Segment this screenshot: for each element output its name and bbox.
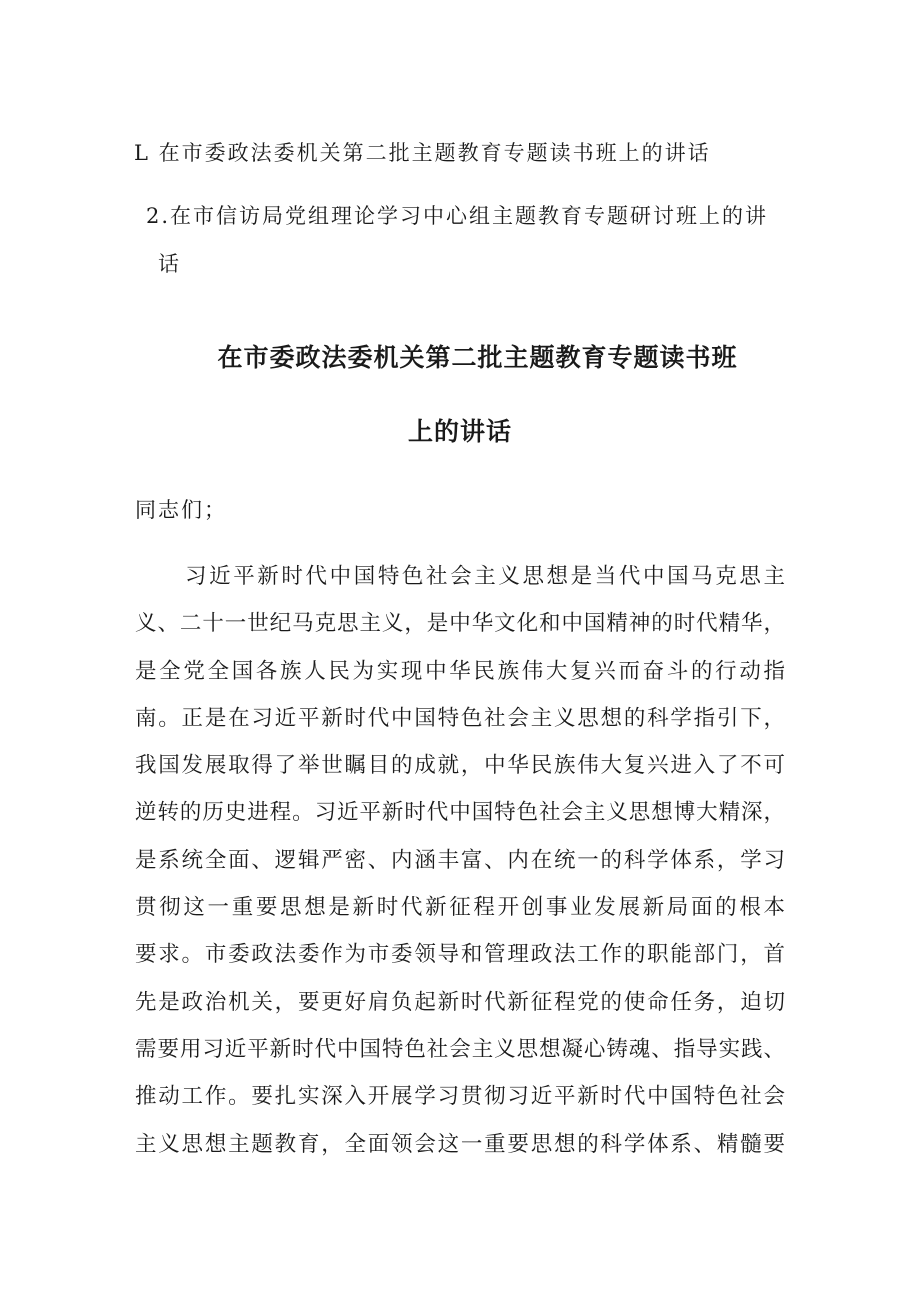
body-line: 习近平新时代中国特色社会主义思想是当代中国马克思主 [185,564,785,589]
body-line: 南。正是在习近平新时代中国特色社会主义思想的科学指引下， [135,705,785,731]
body-line: 逆转的历史进程。习近平新时代中国特色社会主义思想博大精深， [135,800,785,826]
body-line: 义、二十一世纪马克思主义，是中华文化和中国精神的时代精华， [135,611,785,637]
body-line: 需要用习近平新时代中国特色社会主义思想凝心铸魂、指导实践、 [135,1036,785,1062]
body-line: 是全党全国各族人民为实现中华民族伟大复兴而奋斗的行动指 [135,658,785,684]
body-line: 我国发展取得了举世瞩目的成就，中华民族伟大复兴进入了不可 [135,753,785,779]
body-line: 推动工作。要扎实深入开展学习贯彻习近平新时代中国特色社会 [135,1084,785,1110]
toc-item-2-continuation[interactable]: 话 [158,252,181,276]
salutation: 同志们； [135,498,227,522]
toc-item-2[interactable]: 2.在市信访局党组理论学习中心组主题教育专题研讨班上的讲 [146,204,769,228]
body-line: 是系统全面、逻辑严密、内涵丰富、内在统一的科学体系，学习 [135,847,785,873]
document-title-line-1: 在市委政法委机关第二批主题教育专题读书班 [217,343,738,372]
body-paragraph [135,553,785,1168]
toc-item-1[interactable]: L 在市委政法委机关第二批主题教育专题读书班上的讲话 [134,141,711,165]
body-line: 要求。市委政法委作为市委领导和管理政法工作的职能部门，首 [135,942,785,968]
body-line: 贯彻这一重要思想是新时代新征程开创事业发展新局面的根本 [135,895,785,921]
body-line: 主义思想主题教育，全面领会这一重要思想的科学体系、精髓要 [135,1131,785,1157]
document-title-line-2: 上的讲话 [407,417,512,446]
body-line: 先是政治机关，要更好肩负起新时代新征程党的使命任务，迫切 [135,989,785,1015]
